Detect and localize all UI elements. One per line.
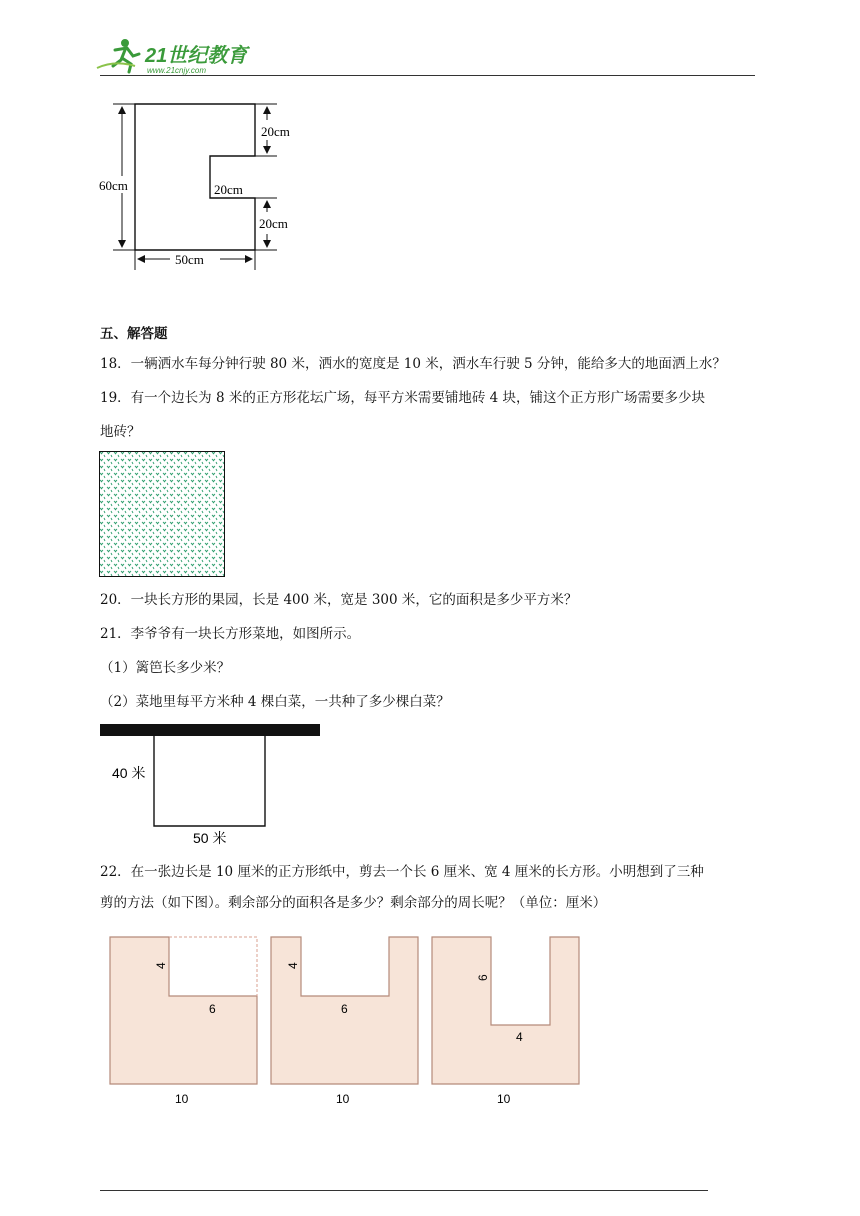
site-logo xyxy=(95,36,265,76)
question-18: 18．一辆洒水车每分钟行驶 80 米，洒水的宽度是 10 米，洒水车行驶 5 分钟，能给多大的地面洒上水？ xyxy=(100,356,726,372)
side-length-label: 40 米 xyxy=(112,765,146,781)
notched-shape-outline xyxy=(135,104,255,250)
hatched-square xyxy=(100,452,225,577)
remaining-paper-1 xyxy=(110,937,257,1084)
wall-bar xyxy=(100,724,320,736)
notch-dimension-label: 20cm xyxy=(214,182,243,197)
cut-bottom-label-3: 4 xyxy=(516,1030,523,1044)
cut-side-label-3: 6 xyxy=(476,974,490,981)
section-title: 五、解答题 xyxy=(100,326,168,342)
fence-outline xyxy=(154,736,265,826)
cut-outline-dashed-1 xyxy=(169,937,257,996)
question-19-line-1: 19．有一个边长为 8 米的正方形花坛广场，每平方米需要铺地砖 4 块，铺这个正方形广场需要多少块 xyxy=(100,390,706,406)
question-21-part-1: （1）篱笆长多少米？ xyxy=(100,660,231,676)
square-side-label-3: 10 xyxy=(497,1092,511,1106)
runner-icon xyxy=(97,39,139,72)
question-21: 21．李爷爷有一块长方形菜地，如图所示。 xyxy=(100,626,361,642)
figure-hatched-square xyxy=(99,451,226,578)
question-22-line-2: 剪的方法（如下图）。剩余部分的面积各是多少？剩余部分的周长呢？（单位：厘米） xyxy=(100,895,607,911)
figure-cut-method-1 xyxy=(105,933,265,1113)
figure-cut-method-2 xyxy=(266,933,426,1113)
question-20: 20．一块长方形的果园，长是 400 米，宽是 300 米，它的面积是多少平方米？ xyxy=(100,592,578,608)
cut-side-label-1: 4 xyxy=(154,962,168,969)
cut-side-label-2: 4 xyxy=(286,962,300,969)
square-side-label-2: 10 xyxy=(336,1092,350,1106)
question-21-part-2: （2）菜地里每平方米种 4 棵白菜，一共种了多少棵白菜？ xyxy=(100,694,450,710)
remaining-paper-3 xyxy=(432,937,579,1084)
logo-sub-text: www.21cnjy.com xyxy=(147,66,206,75)
question-22-line-1: 22．在一张边长是 10 厘米的正方形纸中，剪去一个长 6 厘米、宽 4 厘米的长方形。小明想到了三种 xyxy=(100,864,704,880)
logo-main-text: 21世纪教育 xyxy=(145,45,248,67)
figure-vegetable-garden xyxy=(98,722,323,847)
left-dimension-label: 60cm xyxy=(99,178,128,193)
cut-bottom-label-1: 6 xyxy=(209,1002,216,1016)
square-side-label-1: 10 xyxy=(175,1092,189,1106)
figure-cut-method-3 xyxy=(427,933,587,1113)
footer-divider xyxy=(100,1190,708,1191)
top-right-dimension-label: 20cm xyxy=(261,124,290,139)
figure-notched-shape xyxy=(95,98,315,273)
bottom-length-label: 50 米 xyxy=(193,830,227,846)
header-divider xyxy=(100,75,755,76)
cut-bottom-label-2: 6 xyxy=(341,1002,348,1016)
question-19-line-2: 地砖？ xyxy=(100,424,141,440)
bottom-right-dimension-label: 20cm xyxy=(259,216,288,231)
bottom-dimension-label: 50cm xyxy=(175,252,204,267)
